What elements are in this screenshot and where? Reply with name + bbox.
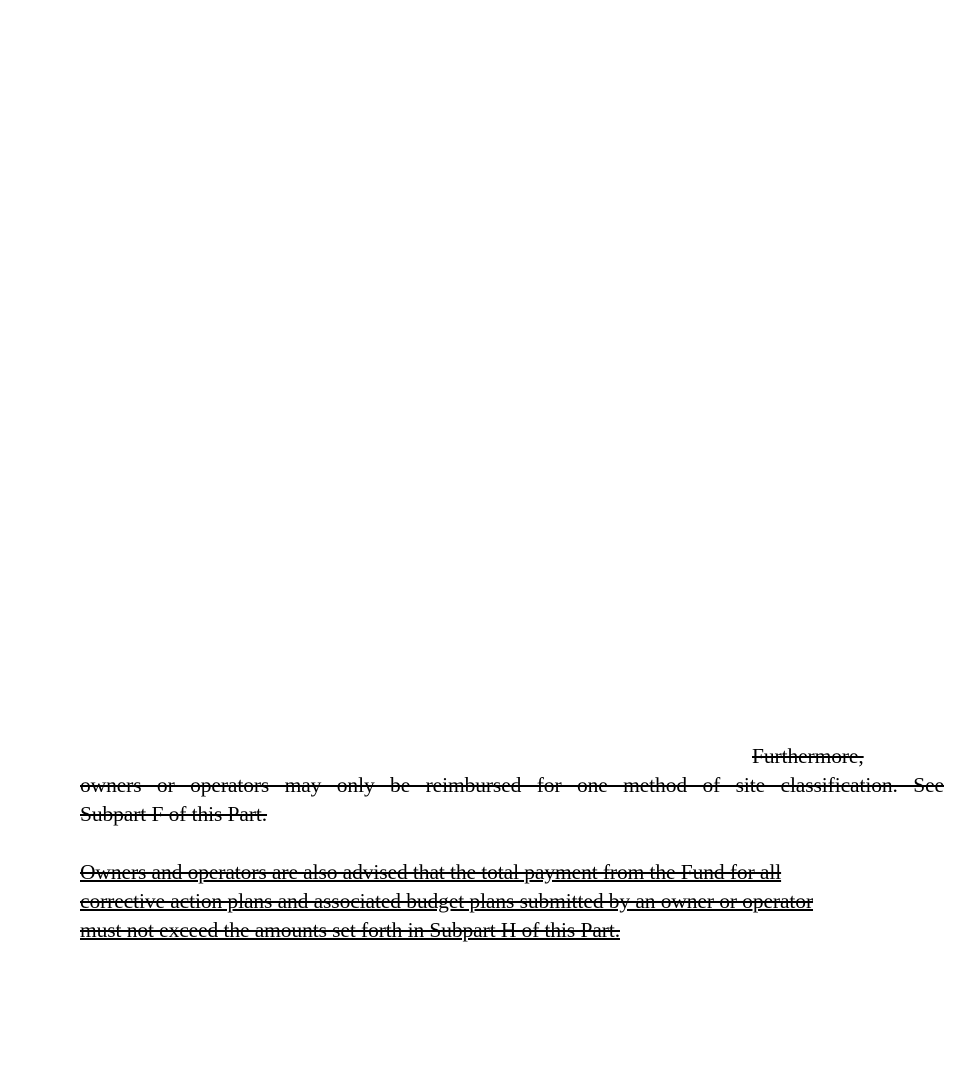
text-line: Furthermore, xyxy=(752,744,864,768)
text-line: Owners and operators are also advised that the total payment from the Fund for all xyxy=(80,860,782,884)
text-line: Subpart F of this Part. xyxy=(80,802,268,826)
text-line: owners or operators may only be reimbursed for one method of site classification. See xyxy=(80,773,944,797)
text-line: must not exceed the amounts set forth in Subpart H of this Part. xyxy=(80,918,620,942)
text-line: corrective action plans and associated budget plans submitted by an owner or operator xyxy=(80,889,814,913)
